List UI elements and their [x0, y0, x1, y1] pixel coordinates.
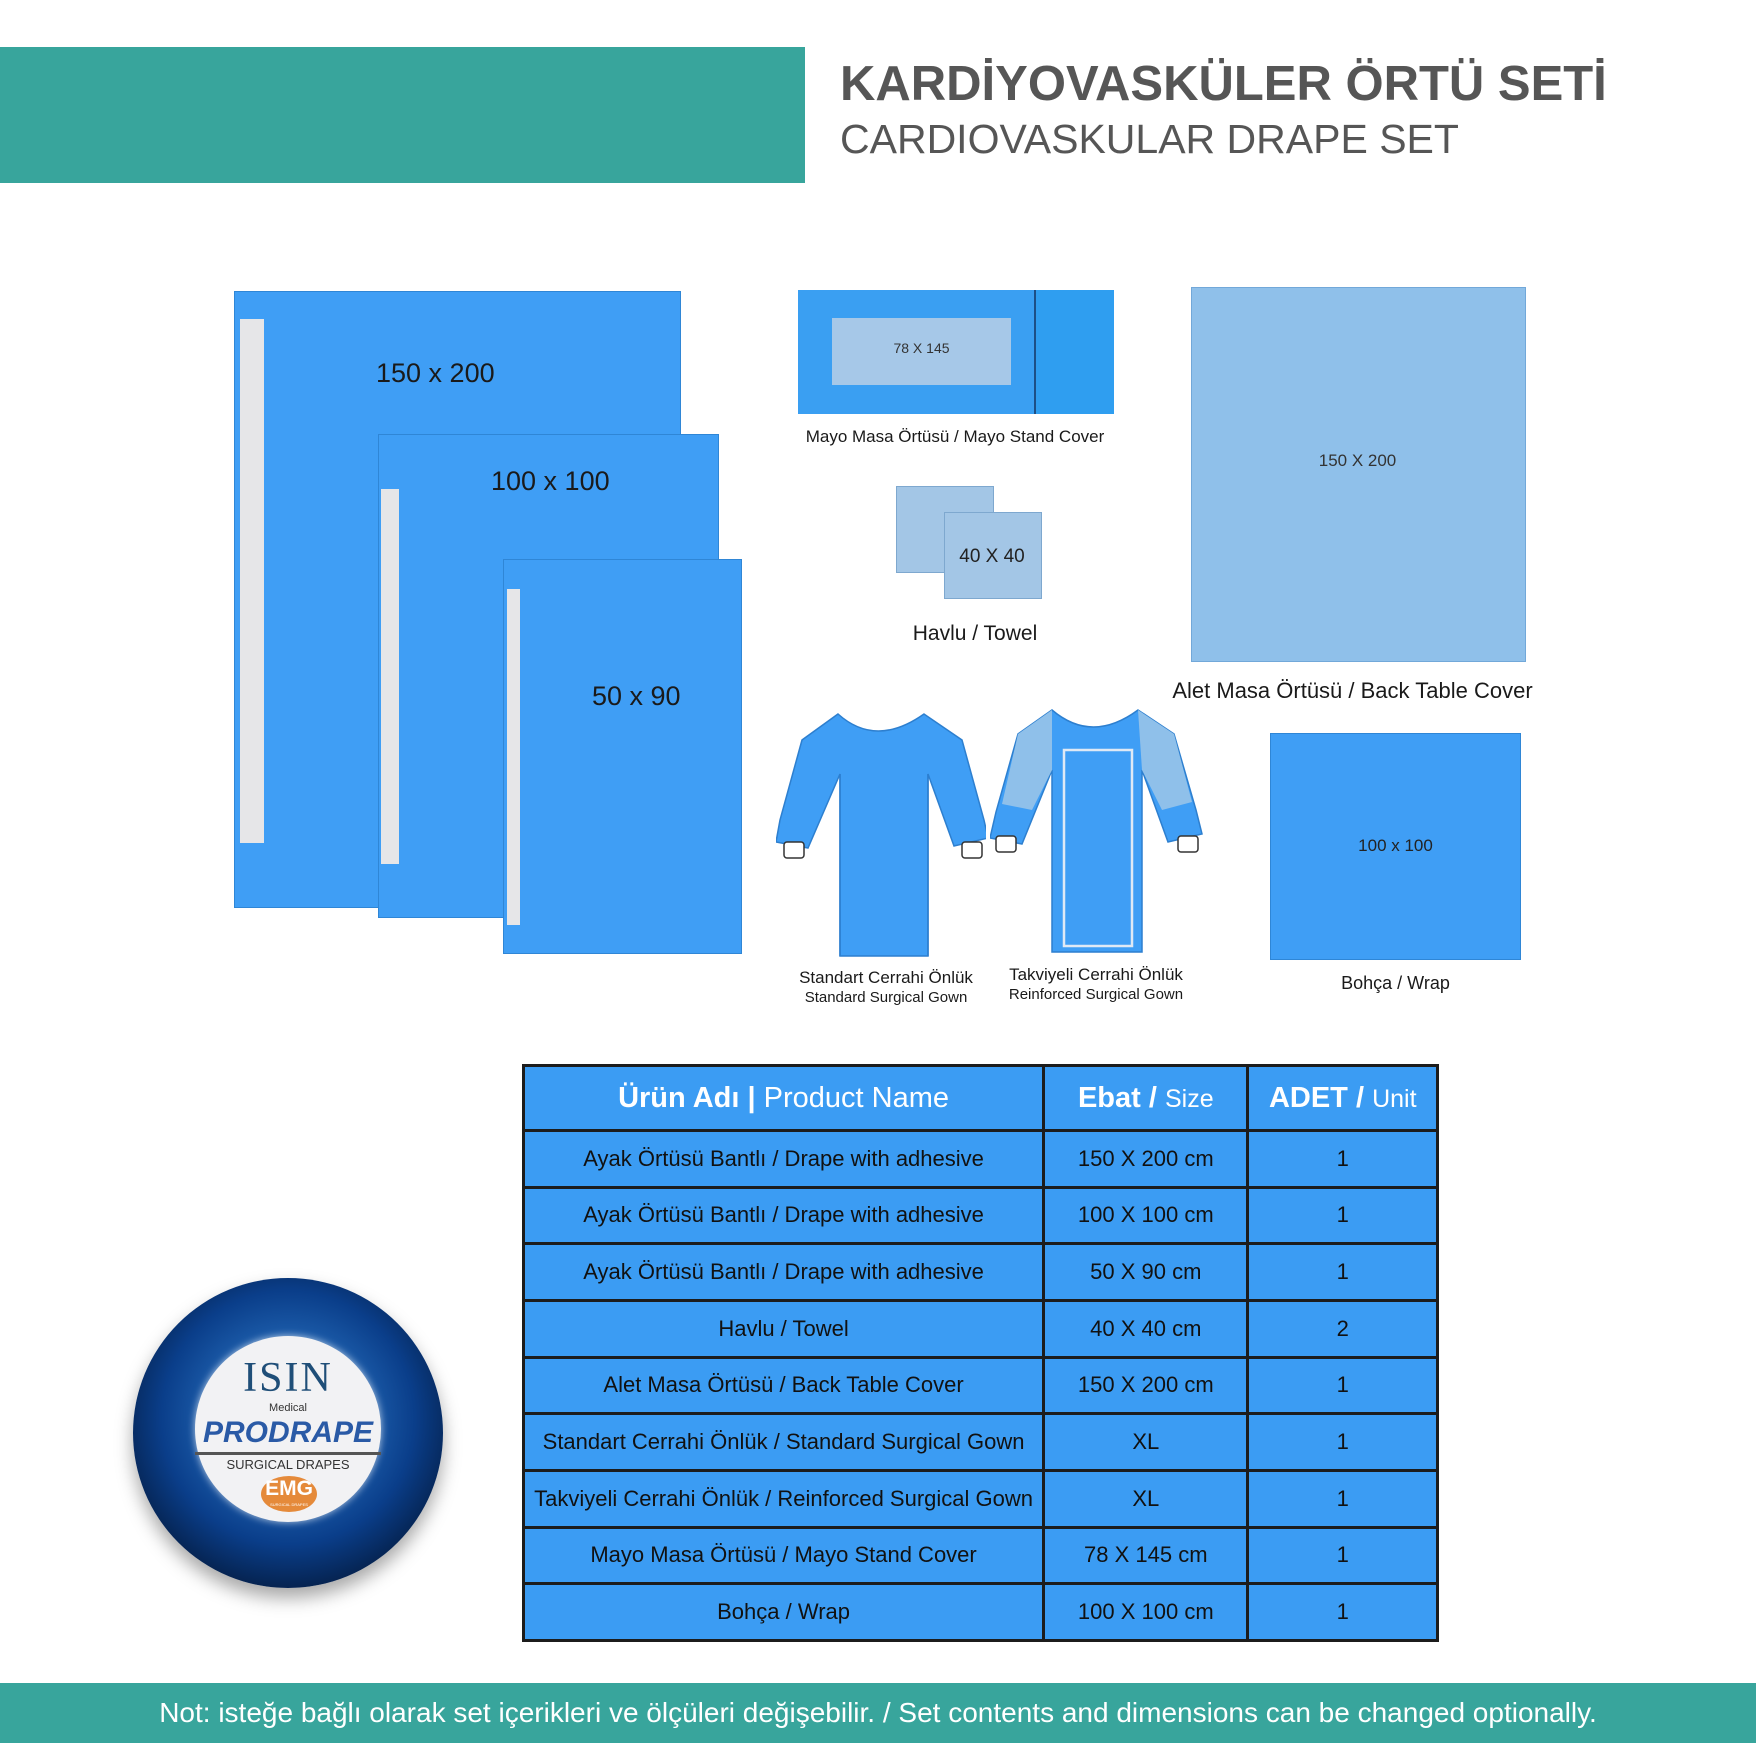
mayo-size: 78 X 145 [893, 340, 950, 356]
unit-cell: 1 [1248, 1131, 1438, 1188]
table-row [524, 1300, 1438, 1357]
reinforced-sleeve-left [1002, 710, 1052, 810]
unit-cell: 1 [1248, 1414, 1438, 1471]
reinforced-gown-cuff-right [1178, 836, 1198, 852]
drape-small [503, 559, 742, 954]
mayo-fold [1034, 290, 1114, 414]
table-row [524, 1584, 1438, 1641]
drape-large-size: 150 x 200 [376, 358, 495, 388]
product-name-cell: Ayak Örtüsü Bantlı / Drape with adhesive [524, 1244, 1044, 1301]
footer-note: Not: isteğe bağlı olarak set içerikleri ve ölçüleri değişebilir. / Set contents and dimensions can be changed optionally. [159, 1697, 1597, 1728]
product-name-cell: Mayo Masa Örtüsü / Mayo Stand Cover [524, 1527, 1044, 1584]
size-cell: 50 X 90 cm [1044, 1244, 1248, 1301]
table-row [524, 1187, 1438, 1244]
unit-cell: 1 [1248, 1584, 1438, 1641]
size-cell: XL [1044, 1470, 1248, 1527]
column-header-unit: ADET / Unit [1248, 1066, 1438, 1131]
standard-gown-cuff-left [784, 842, 804, 858]
standard-gown-caption-en: Standard Surgical Gown [804, 989, 968, 1006]
product-name-cell: Havlu / Towel [524, 1300, 1044, 1357]
drape-medium-size: 100 x 100 [491, 466, 610, 496]
adhesive-strip-large [240, 319, 264, 843]
reinforced-gown-caption-en: Reinforced Surgical Gown [1008, 986, 1184, 1003]
size-cell: XL [1044, 1414, 1248, 1471]
unit-cell: 1 [1248, 1187, 1438, 1244]
unit-cell: 1 [1248, 1244, 1438, 1301]
wrap-size: 100 x 100 [1358, 836, 1433, 855]
page-title: KARDİYOVASKÜLER ÖRTÜ SETİ [840, 57, 1607, 111]
unit-cell: 1 [1248, 1470, 1438, 1527]
table-header-row [524, 1066, 1438, 1131]
standard-gown-cuff-right [962, 842, 982, 858]
size-cell: 100 X 100 cm [1044, 1187, 1248, 1244]
size-cell: 40 X 40 cm [1044, 1300, 1248, 1357]
size-cell: 150 X 200 cm [1044, 1357, 1248, 1414]
table-row [524, 1244, 1438, 1301]
table-row [524, 1131, 1438, 1188]
back-table-size: 150 X 200 [1318, 451, 1397, 470]
column-header-size: Ebat / Size [1044, 1066, 1248, 1131]
standard-gown-illustration [776, 710, 986, 960]
drape-small-size: 50 x 90 [592, 681, 681, 711]
reinforced-sleeve-right [1138, 710, 1192, 810]
brand-tagline: SURGICAL DRAPES [195, 1452, 381, 1472]
table-row [524, 1470, 1438, 1527]
brand-emg-logo: EMG SURGICAL DRAPES [261, 1476, 317, 1512]
product-name-cell: Ayak Örtüsü Bantlı / Drape with adhesive [524, 1187, 1044, 1244]
reinforced-gown-caption-tr: Takviyeli Cerrahi Önlük [1009, 965, 1183, 984]
product-name-cell: Standart Cerrahi Önlük / Standard Surgical Gown [524, 1414, 1044, 1471]
product-name-cell: Alet Masa Örtüsü / Back Table Cover [524, 1357, 1044, 1414]
back-table-caption: Alet Masa Örtüsü / Back Table Cover [1172, 678, 1533, 703]
standard-gown-body [776, 714, 986, 956]
standard-gown-caption-tr: Standart Cerrahi Önlük [799, 968, 973, 987]
unit-cell: 1 [1248, 1527, 1438, 1584]
back-table-cover [1191, 287, 1526, 662]
product-name-cell: Ayak Örtüsü Bantlı / Drape with adhesive [524, 1131, 1044, 1188]
brand-isin-logo: ISIN [243, 1355, 333, 1401]
brand-badge [133, 1278, 443, 1588]
size-cell: 150 X 200 cm [1044, 1131, 1248, 1188]
reinforced-gown-cuff-left [996, 836, 1016, 852]
table-row [524, 1527, 1438, 1584]
unit-cell: 2 [1248, 1300, 1438, 1357]
header-accent-bar [0, 47, 805, 183]
product-name-cell: Takviyeli Cerrahi Önlük / Reinforced Surgical Gown [524, 1470, 1044, 1527]
brand-prodrape-logo: PRODRAPE [202, 1416, 374, 1449]
product-name-cell: Bohça / Wrap [524, 1584, 1044, 1641]
brand-badge-inner [195, 1336, 381, 1522]
product-table [522, 1064, 1439, 1642]
brand-medical-text: Medical [269, 1402, 307, 1414]
adhesive-strip-medium [381, 489, 399, 864]
adhesive-strip-small [507, 589, 520, 925]
column-header-product-name: Ürün Adı | Product Name [524, 1066, 1044, 1131]
reinforced-gown-illustration [990, 706, 1204, 956]
size-cell: 78 X 145 cm [1044, 1527, 1248, 1584]
unit-cell: 1 [1248, 1357, 1438, 1414]
page-subtitle: CARDIOVASKULAR DRAPE SET [840, 116, 1459, 162]
wrap-caption: Bohça / Wrap [1341, 973, 1450, 993]
mayo-caption: Mayo Masa Örtüsü / Mayo Stand Cover [805, 427, 1105, 446]
table-row [524, 1414, 1438, 1471]
table-row [524, 1357, 1438, 1414]
size-cell: 100 X 100 cm [1044, 1584, 1248, 1641]
towel-size: 40 X 40 [959, 546, 1025, 567]
towel-caption: Havlu / Towel [912, 622, 1038, 645]
